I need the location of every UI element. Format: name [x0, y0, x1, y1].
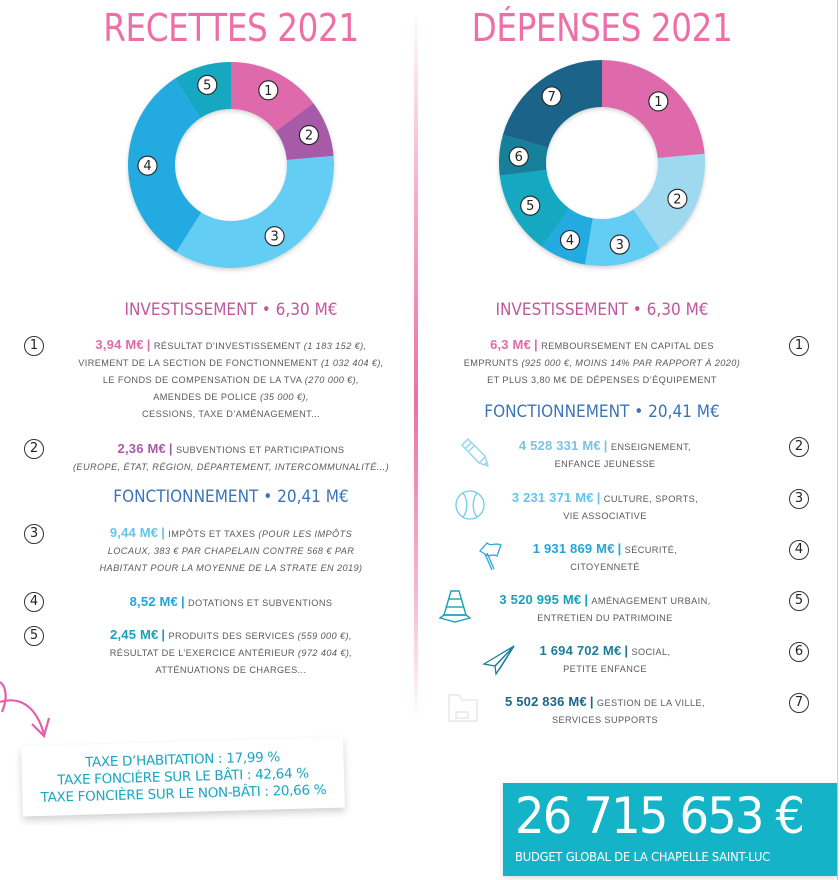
recettes-investissement-heading: INVESTISSEMENT • 6,30 M€	[124, 300, 338, 320]
item-text-line	[470, 591, 740, 610]
item-detail: GESTION DE LA VILLE,	[596, 698, 706, 708]
item-detail-italic: (559 000 €),	[297, 631, 352, 641]
item-detail: ENFANCE JEUNESSE	[554, 459, 656, 469]
item-amount: 3,94 M€	[95, 337, 144, 352]
depenses-item-2	[470, 437, 740, 473]
item-text-line	[470, 559, 740, 576]
tax-habitation: TAXE D’HABITATION : 17,99 %	[84, 749, 281, 771]
donut-label-6: 6	[514, 150, 523, 166]
item-detail: PRODUITS DES SERVICES	[168, 631, 298, 641]
item-detail: SOCIAL,	[631, 647, 671, 657]
item-text-line	[50, 524, 412, 543]
donut-label-1: 1	[654, 94, 663, 110]
depenses-item-7	[470, 693, 740, 729]
item-detail-italic: (925 000 €, MOINS 14% PAR RAPPORT À 2020)	[521, 358, 741, 368]
item-detail: LE FONDS DE COMPENSATION DE LA TVA	[102, 375, 305, 385]
traffic-cone-icon	[438, 588, 472, 629]
item-separator: |	[161, 627, 166, 642]
item-text-line	[470, 661, 740, 678]
donut-label-2: 2	[304, 128, 314, 144]
item-separator: |	[534, 337, 539, 352]
item-text-line	[470, 437, 740, 456]
item-text-line	[470, 712, 740, 729]
item-detail-italic: (POUR LES IMPÔTS	[258, 529, 353, 539]
item-detail-italic: (270 000 €),	[304, 375, 360, 385]
item-detail-italic: HABITANT POUR LA MOYENNE DE LA STRATE EN 2019)	[99, 563, 363, 573]
item-detail: VIE ASSOCIATIVE	[563, 511, 647, 521]
item-detail: CITOYENNETÉ	[570, 562, 640, 572]
recettes-item-number-3: 3	[24, 524, 44, 544]
item-detail: RÉSULTAT DE L’EXERCICE ANTÉRIEUR	[109, 648, 298, 658]
item-text-line	[470, 693, 740, 712]
item-detail: CULTURE, SPORTS,	[603, 494, 699, 504]
item-detail: ET PLUS 3,80 M€ DE DÉPENSES D’ÉQUIPEMENT	[487, 375, 717, 385]
item-separator: |	[589, 694, 594, 709]
item-detail: IMPÔTS ET TAXES	[168, 529, 259, 539]
item-text-line	[470, 489, 740, 508]
center-divider	[414, 10, 418, 720]
global-budget-box	[503, 783, 837, 876]
donut-label-5: 5	[526, 199, 535, 215]
depenses-item-number-4: 4	[789, 540, 809, 560]
recettes-item-2	[50, 440, 412, 476]
item-amount: 6,3 M€	[490, 337, 532, 352]
depenses-item-3	[470, 489, 740, 525]
item-detail-italic: (1 032 404 €),	[320, 358, 384, 368]
right-border	[837, 0, 838, 880]
item-detail-italic: (35 000 €),	[259, 392, 309, 402]
item-text-line	[50, 406, 412, 423]
item-separator: |	[624, 643, 629, 658]
item-detail: AMENDES DE POLICE	[153, 392, 260, 402]
item-detail: ENTRETIEN DU PATRIMOINE	[537, 613, 673, 623]
tax-fonciere-non-bati: TAXE FONCIÈRE SUR LE NON-BÂTI : 20,66 %	[40, 782, 327, 806]
item-amount: 1 694 702 M€	[539, 643, 622, 658]
depenses-item-number-6: 6	[789, 642, 809, 662]
item-text-line	[470, 456, 740, 473]
item-separator: |	[180, 594, 186, 609]
global-budget-amount: 26 715 653 €	[515, 787, 804, 845]
recettes-item-3	[50, 524, 412, 577]
depenses-item-number-7: 7	[789, 693, 809, 713]
donut-label-4: 4	[565, 233, 575, 249]
item-separator: |	[168, 441, 173, 456]
item-text-line	[50, 543, 412, 560]
item-text-line	[432, 355, 772, 372]
item-text-line	[50, 336, 412, 355]
item-text-line	[432, 336, 772, 355]
recettes-title: RECETTES 2021	[103, 6, 359, 50]
recettes-fonctionnement-heading: FONCTIONNEMENT • 20,41 M€	[113, 487, 349, 507]
item-detail: DOTATIONS ET SUBVENTIONS	[188, 598, 333, 608]
recettes-item-5	[50, 626, 412, 679]
depenses-investissement-heading: INVESTISSEMENT • 6,30 M€	[495, 300, 709, 320]
recettes-item-1	[50, 336, 412, 423]
donut-label-7: 7	[547, 89, 556, 105]
depenses-item-6	[470, 642, 740, 678]
item-text-line	[50, 459, 412, 476]
recettes-item-number-2: 2	[24, 439, 44, 459]
item-detail-italic: (EUROPE, ÉTAT, RÉGION, DÉPARTEMENT, INTERCOMMUNALITÉ...)	[72, 462, 390, 472]
depenses-title: DÉPENSES 2021	[471, 6, 733, 50]
donut-label-5: 5	[203, 78, 212, 94]
depenses-item-number-3: 3	[789, 489, 809, 509]
item-amount: 9,44 M€	[109, 525, 159, 540]
depenses-item-number-5: 5	[789, 591, 809, 611]
item-amount: 8,52 M€	[129, 594, 178, 609]
item-detail: EMPRUNTS	[463, 358, 522, 368]
item-separator: |	[146, 337, 151, 352]
item-text-line	[470, 508, 740, 525]
item-text-line	[50, 593, 412, 612]
donut-label-4: 4	[143, 159, 152, 175]
item-text-line	[50, 645, 412, 662]
item-detail-italic: LOCAUX, 383 € PAR CHAPELAIN CONTRE 568 € PAR	[107, 546, 355, 556]
item-text-line	[50, 626, 412, 645]
item-separator: |	[584, 592, 589, 607]
item-separator: |	[603, 438, 608, 453]
item-amount: 4 528 331 M€	[518, 438, 601, 453]
global-budget-label: BUDGET GLOBAL DE LA CHAPELLE SAINT-LUC	[515, 849, 771, 864]
item-text-line	[50, 560, 412, 577]
item-detail: AMÉNAGEMENT URBAIN,	[591, 596, 711, 606]
item-amount: 3 231 371 M€	[511, 490, 594, 505]
item-detail-italic: (1 183 152 €),	[303, 341, 367, 351]
depenses-item-1	[432, 336, 772, 389]
item-text-line	[50, 440, 412, 459]
item-amount: 5 502 836 M€	[504, 694, 587, 709]
donut-label-3: 3	[615, 238, 624, 254]
item-amount: 2,36 M€	[117, 441, 166, 456]
tax-fonciere-bati: TAXE FONCIÈRE SUR LE BÂTI : 42,64 %	[56, 765, 310, 789]
donut-label-3: 3	[270, 229, 279, 245]
item-text-line	[50, 355, 412, 372]
item-text-line	[470, 540, 740, 559]
item-detail: CESSIONS, TAXE D’AMÉNAGEMENT...	[142, 409, 320, 419]
item-text-line	[50, 372, 412, 389]
depenses-item-4	[470, 540, 740, 576]
item-detail: ENSEIGNEMENT,	[610, 442, 692, 452]
item-separator: |	[161, 525, 166, 540]
item-amount: 2,45 M€	[110, 627, 159, 642]
depenses-donut-chart	[491, 52, 713, 274]
item-amount: 1 931 869 M€	[532, 541, 615, 556]
item-detail: REMBOURSEMENT EN CAPITAL DES	[541, 341, 714, 351]
tax-rates-card	[21, 738, 345, 817]
curved-arrow-icon	[0, 672, 60, 742]
recettes-item-4	[50, 593, 412, 612]
recettes-item-number-5: 5	[24, 626, 44, 646]
item-text-line	[470, 610, 740, 627]
recettes-item-number-1: 1	[24, 336, 44, 356]
item-text-line	[50, 389, 412, 406]
item-detail-italic: (972 404 €),	[297, 648, 353, 658]
item-text-line	[470, 642, 740, 661]
item-amount: 3 520 995 M€	[499, 592, 582, 607]
item-separator: |	[596, 490, 601, 505]
recettes-donut-chart	[120, 54, 342, 276]
depenses-fonctionnement-heading: FONCTIONNEMENT • 20,41 M€	[484, 402, 720, 422]
donut-label-2: 2	[673, 192, 682, 208]
item-detail: ATTÉNUATIONS DE CHARGES...	[155, 665, 307, 675]
item-detail: SERVICES SUPPORTS	[551, 715, 659, 725]
donut-label-1: 1	[264, 83, 273, 99]
item-detail: SÉCURITÉ,	[624, 545, 678, 555]
item-detail: PETITE ENFANCE	[563, 664, 647, 674]
depenses-item-number-2: 2	[789, 437, 809, 457]
recettes-item-number-4: 4	[24, 592, 44, 612]
item-text-line	[50, 662, 412, 679]
depenses-item-number-1: 1	[789, 336, 809, 356]
item-text-line	[432, 372, 772, 389]
item-detail: SUBVENTIONS ET PARTICIPATIONS	[175, 445, 345, 455]
item-detail: RÉSULTAT D’INVESTISSEMENT	[153, 341, 304, 351]
depenses-item-5	[470, 591, 740, 627]
item-separator: |	[617, 541, 622, 556]
item-detail: VIREMENT DE LA SECTION DE FONCTIONNEMENT	[78, 358, 321, 368]
